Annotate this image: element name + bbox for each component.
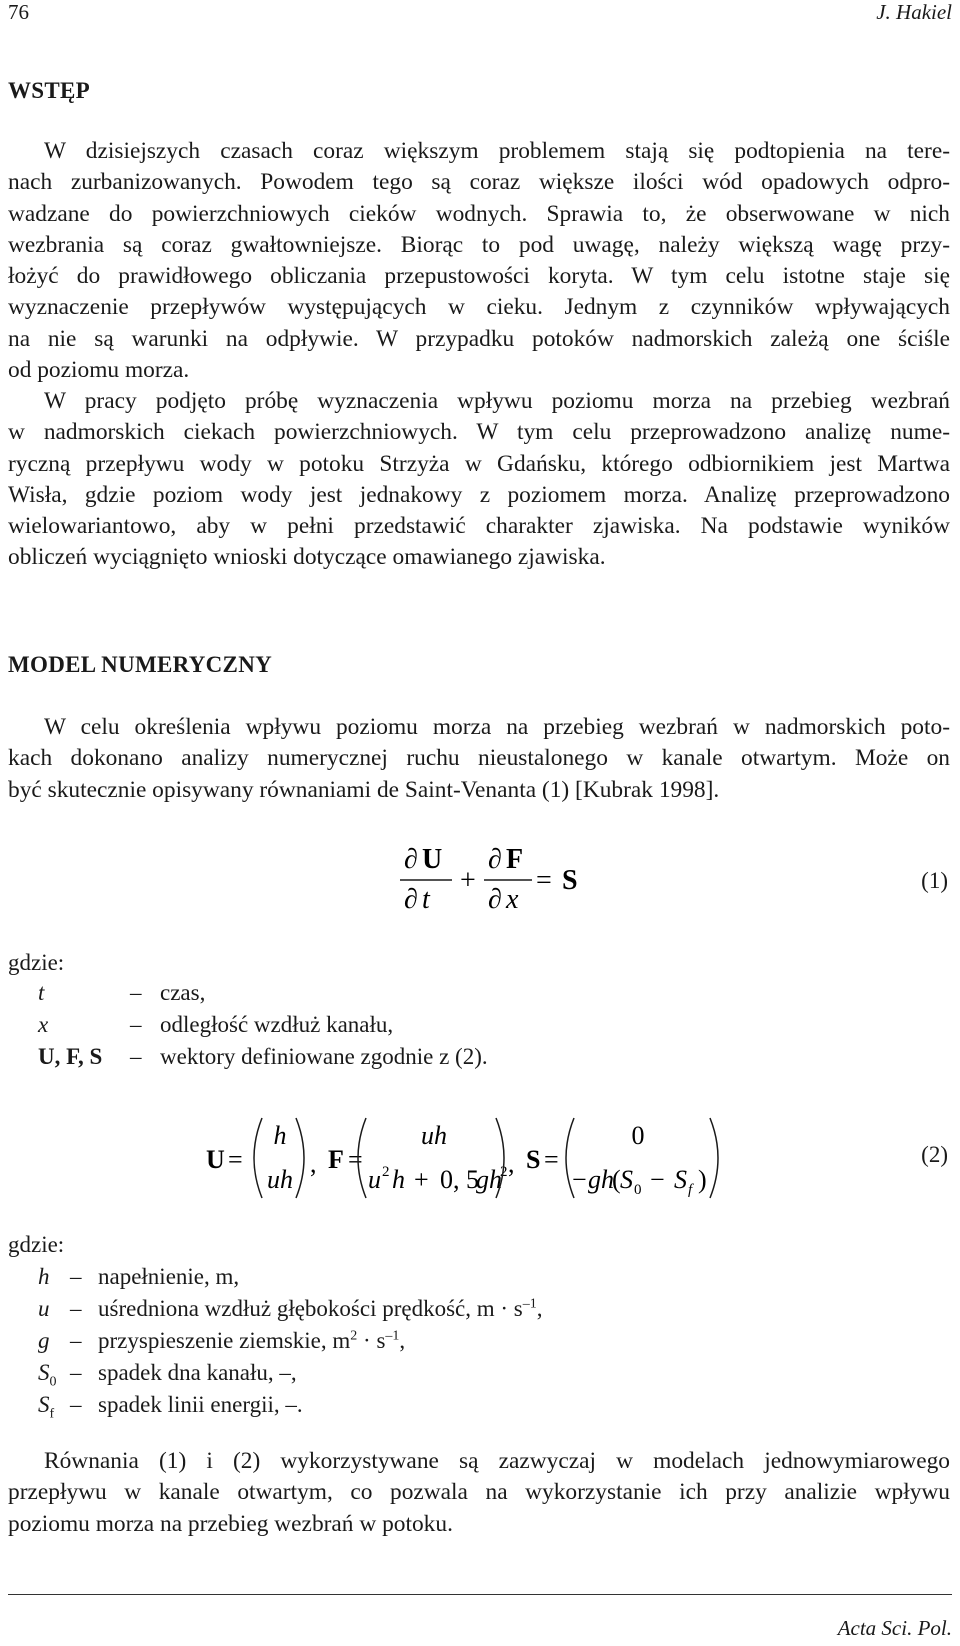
eq2-comma-2: , (508, 1149, 515, 1178)
eq1-equals: = (536, 865, 552, 896)
eq2-u-top: h (273, 1121, 287, 1150)
variable-description: spadek dna kanału, –, (98, 1360, 297, 1385)
text-line: wielowariantowo, aby w pełni przedstawić charakter zjawiska. Na podstawie wyników (8, 513, 950, 540)
eq2-comma-1: , (310, 1149, 317, 1178)
eq1-partial-f: ∂ (488, 844, 502, 875)
eq2-s-bottom-s0: S (620, 1165, 633, 1194)
unit-exponent: 2 (350, 1328, 358, 1344)
eq1-partial-u: ∂ (404, 844, 418, 875)
eq2-f-bottom-coef: 0, 5 (440, 1165, 479, 1194)
definition-dash: – (70, 1296, 82, 1321)
text-line: W pracy podjęto próbę wyznaczenia wpływu poziomu morza na przebieg wezbrań (44, 388, 950, 414)
text-line: w nadmorskich ciekach powierzchniowych. W tym celu przeprowadzono analizę nume- (8, 419, 950, 446)
footer-rule (8, 1594, 952, 1595)
variable-description (98, 1296, 543, 1322)
eq2-s-top: 0 (631, 1121, 645, 1150)
where-label-1: gdzie: (8, 950, 65, 975)
eq2-s-bottom-minus2: − (650, 1165, 665, 1194)
text-line: ryczną przepływu wody w potoku Strzyża w Gdańsku, którego odbiornikiem jest Martwa (8, 450, 950, 477)
eq1-symbol-s: S (562, 865, 578, 896)
eq1-symbol-f: F (506, 844, 524, 875)
definition-dash: – (130, 980, 142, 1005)
eq2-f-bottom-u: u (368, 1165, 381, 1194)
eq1-symbol-t: t (422, 884, 430, 915)
equation-1 (380, 836, 600, 916)
eq2-paren-right (710, 1118, 718, 1198)
variable-symbol: h (38, 1264, 50, 1289)
text-line: łożyć do prawidłowego obliczania przepustowości koryta. W tym celu istotne staje się (8, 263, 950, 290)
eq1-partial-x: ∂ (488, 884, 502, 915)
description-punctuation: , (399, 1328, 406, 1353)
text-line: przepływu w kanale otwartym, co pozwala na wykorzystanie ich przy analizie wpływu (8, 1479, 950, 1506)
eq2-s-bottom-close: ) (698, 1165, 707, 1194)
description-text: przyspieszenie ziemskie, m (98, 1328, 351, 1353)
eq1-symbol-u: U (422, 844, 443, 875)
text-line: wezbrania są coraz gwałtowniejsze. Biorąc to pod uwagę, należy większą wagę przy- (8, 231, 950, 258)
definition-dash: – (130, 1044, 142, 1069)
variable-symbol: u (38, 1296, 50, 1321)
eq2-s-bottom-subf: f (688, 1182, 693, 1198)
eq2-u-bottom: uh (267, 1165, 293, 1194)
symbol-subscript: f (49, 1406, 55, 1422)
eq2-f-bottom-exp: 2 (382, 1164, 390, 1180)
text-line: W celu określenia wpływu poziomu morza na przebieg wezbrań w nadmorskich poto- (44, 714, 950, 740)
description-punctuation: , (536, 1296, 543, 1321)
variable-description (98, 1328, 405, 1354)
variable-description: odległość wzdłuż kanału, (160, 1012, 394, 1037)
text-line: Równania (1) i (2) wykorzystywane są zazwyczaj w modelach jednowymiarowego (44, 1448, 950, 1474)
text-line: Wisła, gdzie poziom wody jest jednakowy z poziomem morza. Analizę przeprowadzono (8, 481, 950, 508)
eq2-equals-1: = (228, 1145, 243, 1174)
symbol-base: S (38, 1392, 50, 1417)
description-text: · s (357, 1328, 386, 1353)
page-number: 76 (8, 0, 29, 24)
equation-2 (200, 1112, 770, 1208)
eq2-paren-left (254, 1118, 262, 1198)
variable-description: spadek linii energii, –. (98, 1392, 303, 1417)
description-text: uśredniona wzdłuż głębokości prędkość, m · s (98, 1296, 523, 1321)
text-line: obliczeń wyciągnięto wnioski dotyczące omawianego zjawiska. (8, 544, 606, 571)
paragraph-model-2 (8, 1446, 950, 1540)
text-line: być skutecznie opisywany równaniami de Saint-Venanta (1) [Kubrak 1998]. (8, 776, 720, 803)
unit-exponent: –1 (522, 1296, 537, 1312)
variable-symbol: g (38, 1328, 50, 1353)
eq2-f-bottom-plus: + (414, 1165, 429, 1194)
text-line: wyznaczenie przepływów występujących w cieku. Jednym z czynników wpływających (8, 294, 950, 321)
eq2-s-bottom-sub0: 0 (634, 1182, 642, 1198)
text-line: kach dokonano analizy numerycznej ruchu nieustalonego w kanale otwartym. Może on (8, 745, 950, 772)
definition-dash: – (70, 1328, 82, 1353)
eq1-plus: + (460, 865, 476, 896)
eq2-equals-2: = (348, 1145, 363, 1174)
eq2-s-bottom-sf: S (674, 1165, 687, 1194)
paragraph-model-1 (8, 712, 950, 806)
variable-symbol: t (38, 980, 45, 1005)
definition-dash: – (70, 1264, 82, 1289)
section-heading-wstep: WSTĘP (8, 78, 91, 103)
paragraph-intro-1 (8, 136, 950, 386)
eq2-symbol-f: F (328, 1145, 344, 1174)
journal-name: Acta Sci. Pol. (837, 1616, 952, 1640)
definition-dash: – (70, 1360, 82, 1385)
eq2-f-bottom-h: h (392, 1165, 405, 1194)
eq2-f-bottom-exp2: 2 (500, 1164, 508, 1180)
eq2-s-bottom-minus: − (572, 1165, 587, 1194)
text-line: W dzisiejszych czasach coraz większym problemem stają się podtopienia na tere- (44, 138, 950, 164)
symbol-base: S (38, 1360, 50, 1385)
variable-symbol: x (38, 1012, 49, 1037)
where-label-2: gdzie: (8, 1232, 65, 1257)
variable-description: wektory definiowane zgodnie z (2). (160, 1044, 488, 1069)
variable-description: czas, (160, 980, 206, 1005)
text-line: od poziomu morza. (8, 357, 190, 384)
running-head-author: J. Hakiel (876, 0, 952, 24)
eq2-paren-right (296, 1118, 304, 1198)
paragraph-intro-2 (8, 386, 950, 574)
eq2-symbol-s: S (526, 1145, 541, 1174)
eq1-partial-t: ∂ (404, 884, 418, 915)
eq2-s-bottom-gh: gh (588, 1165, 614, 1194)
eq1-symbol-x: x (506, 884, 519, 915)
variable-symbol: U, F, S (38, 1044, 103, 1069)
eq2-equals-3: = (544, 1145, 559, 1174)
unit-exponent: –1 (385, 1328, 400, 1344)
eq2-symbol-u: U (206, 1145, 225, 1174)
definition-dash: – (70, 1392, 82, 1417)
eq2-f-top: uh (421, 1121, 447, 1150)
equation-number-1: (1) (921, 868, 948, 893)
eq2-s-bottom-open: ( (612, 1165, 621, 1194)
eq2-f-bottom-gh: gh (476, 1165, 502, 1194)
text-line: nach zurbanizowanych. Powodem tego są coraz większe ilości wód opadowych odpro- (8, 169, 950, 196)
text-line: na nie są warunki na odpływie. W przypadku potoków nadmorskich zależą one ściśle (8, 325, 950, 352)
text-line: wadzane do powierzchniowych cieków wodnych. Sprawia to, że obserwowane w nich (8, 200, 950, 227)
variable-description: napełnienie, m, (98, 1264, 240, 1289)
symbol-subscript: 0 (49, 1374, 57, 1390)
equation-number-2: (2) (921, 1142, 948, 1167)
text-line: poziomu morza na przebieg wezbrań w potoku. (8, 1510, 453, 1537)
section-heading-model: MODEL NUMERYCZNY (8, 652, 273, 677)
definition-dash: – (130, 1012, 142, 1037)
